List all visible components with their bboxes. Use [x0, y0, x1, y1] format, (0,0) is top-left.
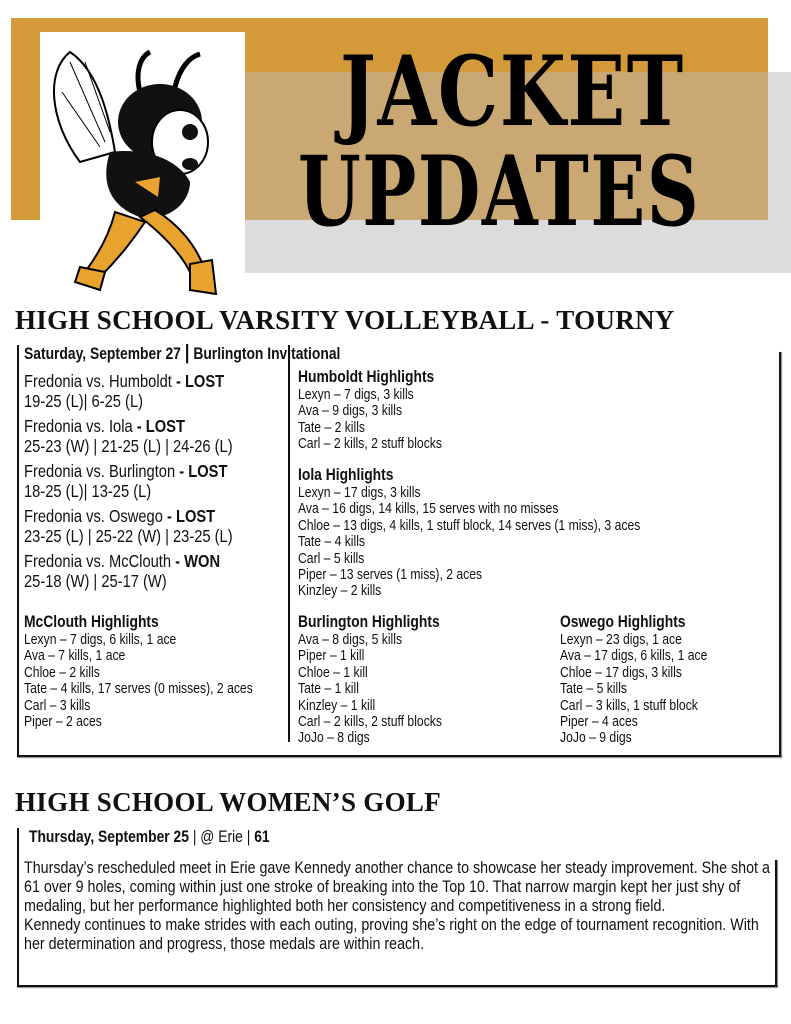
highlight-item: Piper – 1 kill	[298, 648, 365, 665]
golf-box-right	[775, 860, 777, 987]
vb-box-bottom	[17, 755, 782, 757]
highlight-item: Tate – 5 kills	[560, 681, 628, 698]
highlights-title: Oswego Highlights	[560, 613, 686, 631]
game-matchup: Fredonia vs. McClouth	[24, 551, 172, 571]
game-result-label: - LOST	[132, 416, 185, 436]
volleyball-heading: HIGH SCHOOL VARSITY VOLLEYBALL - TOURNY	[15, 305, 675, 335]
header-gold-side	[11, 18, 41, 220]
vb-box-right	[779, 352, 781, 757]
golf-date: Thursday, September 25	[29, 828, 189, 846]
highlight-item: Carl – 5 kills	[298, 550, 365, 567]
highlight-item: Piper – 4 aces	[560, 713, 638, 730]
highlight-item: Tate – 2 kills	[298, 419, 366, 436]
highlight-item: Tate – 1 kill	[298, 681, 359, 698]
golf-heading: HIGH SCHOOL WOMEN’S GOLF	[15, 787, 442, 817]
highlight-item: Chloe – 1 kill	[298, 664, 368, 681]
burlington-highlights	[298, 612, 442, 747]
highlight-item: Lexyn – 17 digs, 3 kills	[298, 485, 421, 501]
highlight-item: Piper – 13 serves (1 miss), 2 aces	[298, 566, 483, 583]
mcclouth-highlights	[24, 612, 253, 730]
game-result-label: - LOST	[175, 461, 228, 481]
game-scores: 23-25 (L) | 25-22 (W) | 23-25 (L)	[24, 526, 233, 546]
game-matchup: Fredonia vs. Oswego	[24, 506, 163, 526]
game-matchup-line	[24, 371, 233, 391]
highlight-item: Lexyn – 7 digs, 3 kills	[298, 387, 414, 403]
highlights-title: Iola Highlights	[298, 466, 394, 484]
highlight-item: Carl – 2 kills, 2 stuff blocks	[298, 713, 442, 730]
golf-box-left	[17, 828, 19, 987]
highlight-item: Kinzley – 2 kills	[298, 583, 382, 600]
golf-score: 61	[254, 828, 270, 846]
humboldt-highlights	[298, 367, 442, 453]
highlight-item: Chloe – 17 digs, 3 kills	[560, 664, 682, 681]
golf-location: @ Erie	[200, 828, 243, 846]
highlight-item: Tate – 4 kills	[298, 534, 366, 551]
game-result-label: - LOST	[171, 371, 225, 391]
title-line-1: JACKET	[340, 35, 685, 148]
golf-separator-2: |	[246, 828, 251, 846]
highlight-item: Carl – 3 kills	[24, 697, 91, 714]
highlight-item: Ava – 9 digs, 3 kills	[298, 403, 403, 420]
game-scores: 25-23 (W) | 21-25 (L) | 24-26 (L)	[24, 436, 233, 456]
highlight-item: Piper – 2 aces	[24, 713, 102, 730]
highlight-item: Ava – 7 kills, 1 ace	[24, 648, 126, 665]
highlight-item: Chloe – 13 digs, 4 kills, 1 stuff block, 14 serves (1 miss), 3 aces	[298, 517, 641, 534]
game-matchup-line	[24, 506, 233, 526]
highlights-title: Burlington Highlights	[298, 613, 440, 631]
vb-date-line	[24, 343, 340, 364]
vb-box-left	[17, 345, 19, 757]
highlight-item: Lexyn – 23 digs, 1 ace	[560, 632, 682, 648]
game-matchup: Fredonia vs. Iola	[24, 416, 133, 436]
game-result	[24, 371, 233, 411]
highlight-item: Tate – 4 kills, 17 serves (0 misses), 2 aces	[24, 681, 253, 698]
game-matchup: Fredonia vs. Humboldt	[24, 371, 172, 391]
vb-separator: |	[184, 342, 190, 364]
golf-separator-1: |	[192, 828, 197, 846]
golf-paragraph-1: Thursday’s rescheduled meet in Erie gave Kennedy another chance to showcase her steady improvement. She shot a 61 over 9 holes, coming within just one stroke of breaking into the Top 10. That narrow margin kept her just shy of medaling, but her performance highlighted both her consistency and competitiveness in a strong field.	[24, 858, 770, 915]
highlight-item: Ava – 8 digs, 5 kills	[298, 632, 403, 648]
game-matchup-line	[24, 416, 233, 436]
yellow-jacket-mascot-icon	[40, 32, 245, 295]
highlight-item: JoJo – 9 digs	[560, 730, 632, 747]
logo-box	[40, 32, 245, 295]
game-scores: 25-18 (W) | 25-17 (W)	[24, 571, 167, 591]
golf-box-bottom	[17, 985, 778, 987]
game-scores: 19-25 (L)| 6-25 (L)	[24, 391, 144, 411]
vb-column-divider	[288, 345, 290, 742]
golf-recap	[24, 858, 772, 953]
game-result	[24, 416, 233, 456]
game-matchup-line	[24, 551, 233, 571]
iola-highlights	[298, 465, 640, 600]
highlight-item: Carl – 2 kills, 2 stuff blocks	[298, 436, 442, 453]
golf-paragraph-2: Kennedy continues to make strides with each outing, proving she’s right on the edge of tournament recognition. With her determination and progress, those medals are within reach.	[24, 915, 759, 953]
highlight-item: JoJo – 8 digs	[298, 730, 370, 747]
highlight-item: Lexyn – 7 digs, 6 kills, 1 ace	[24, 632, 177, 648]
game-scores: 18-25 (L)| 13-25 (L)	[24, 481, 152, 501]
highlights-title: Humboldt Highlights	[298, 368, 435, 386]
game-result-label: - WON	[171, 551, 221, 571]
game-matchup: Fredonia vs. Burlington	[24, 461, 176, 481]
highlight-item: Chloe – 2 kills	[24, 664, 100, 681]
highlight-item: Ava – 17 digs, 6 kills, 1 ace	[560, 648, 708, 665]
vb-date: Saturday, September 27	[24, 345, 181, 363]
game-result	[24, 506, 233, 546]
game-results	[24, 371, 233, 596]
highlights-title: McClouth Highlights	[24, 613, 159, 631]
highlight-item: Ava – 16 digs, 14 kills, 15 serves with no misses	[298, 501, 559, 518]
game-result	[24, 461, 233, 501]
game-result	[24, 551, 233, 591]
game-result-label: - LOST	[162, 506, 216, 526]
vb-event: Burlington Invitational	[193, 345, 341, 363]
highlight-item: Carl – 3 kills, 1 stuff block	[560, 697, 698, 714]
highlight-item: Kinzley – 1 kill	[298, 697, 376, 714]
title-line-2: UPDATES	[298, 135, 701, 248]
oswego-highlights	[560, 612, 707, 747]
game-matchup-line	[24, 461, 233, 481]
golf-date-line	[29, 827, 270, 847]
